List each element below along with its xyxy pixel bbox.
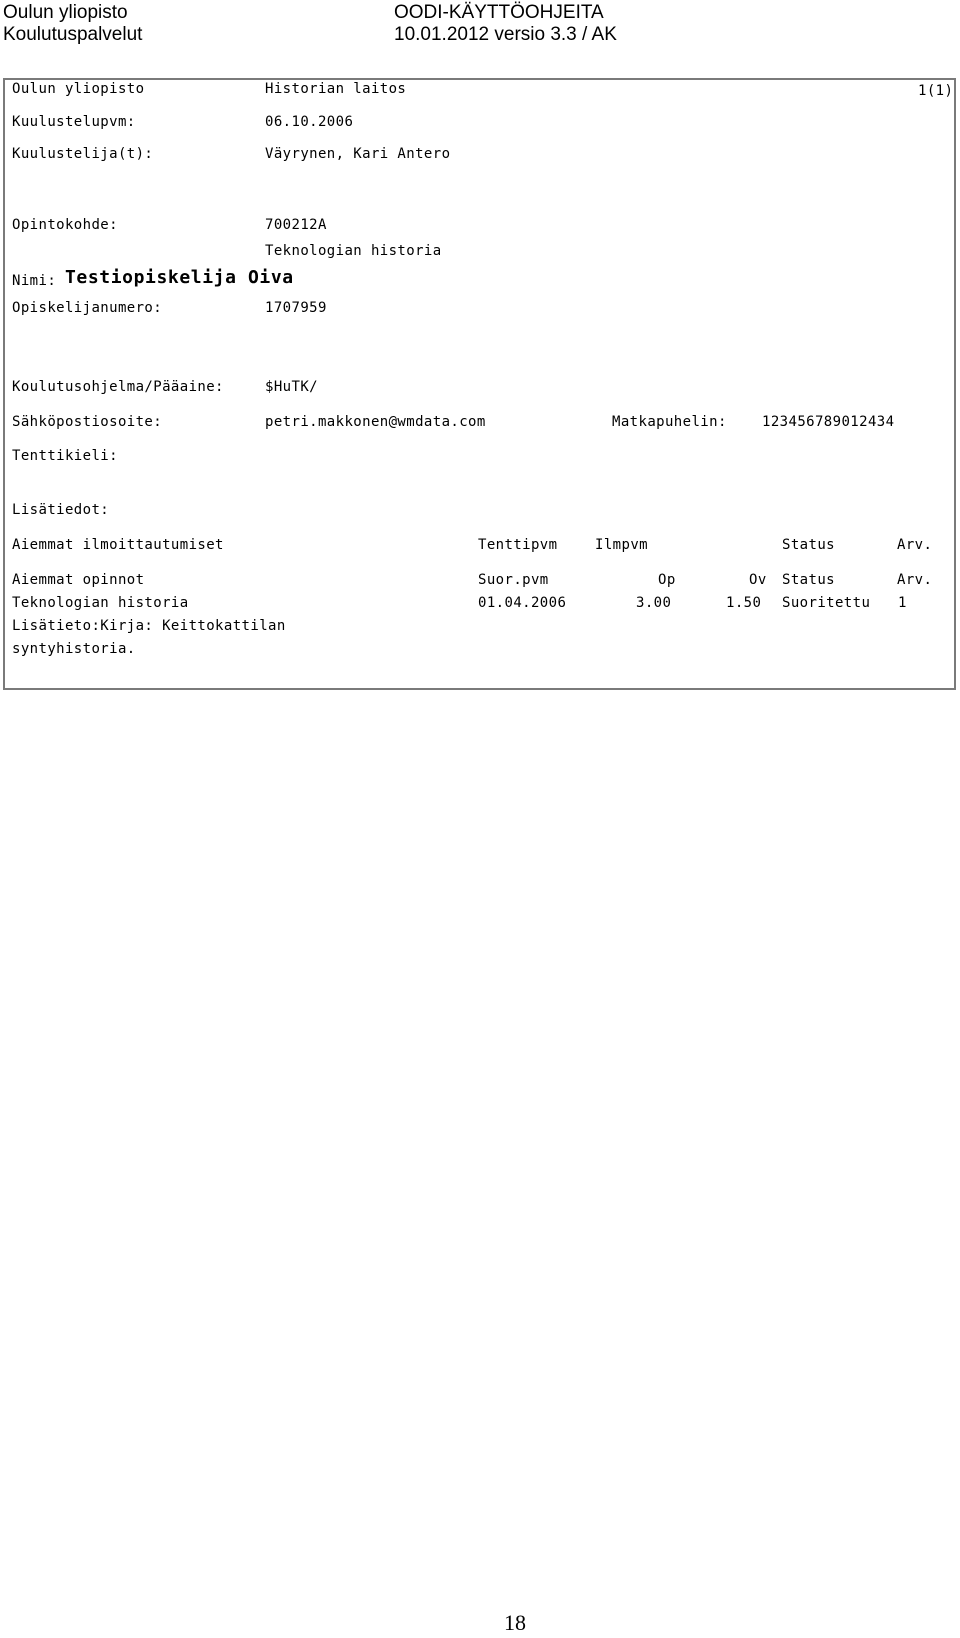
exam-report-screenshot	[3, 78, 956, 690]
extra-info-label: Lisätiedot:	[12, 502, 110, 518]
report-page-count: 1(1)	[918, 83, 954, 99]
exam-language-label: Tenttikieli:	[12, 448, 118, 464]
report-department: Historian laitos	[265, 81, 407, 97]
header-right-title: OODI-KÄYTTÖOHJEITA	[394, 2, 604, 23]
previous-registrations-col-status: Status	[782, 537, 835, 553]
study-row-op: 3.00	[636, 595, 672, 611]
study-row-date: 01.04.2006	[478, 595, 567, 611]
mobile-value: 123456789012434	[762, 414, 895, 430]
student-name-label: Nimi:	[12, 273, 57, 289]
exam-date-value: 06.10.2006	[265, 114, 354, 130]
study-row-grade: 1	[898, 595, 907, 611]
study-note-line2: syntyhistoria.	[12, 641, 136, 657]
programme-label: Koulutusohjelma/Pääaine:	[12, 379, 224, 395]
study-row-name: Teknologian historia	[12, 595, 189, 611]
report-university: Oulun yliopisto	[12, 81, 145, 97]
previous-registrations-col-grade: Arv.	[897, 537, 933, 553]
study-row-status: Suoritettu	[782, 595, 871, 611]
student-number: 1707959	[265, 300, 327, 316]
previous-studies-col-ov: Ov	[749, 572, 767, 588]
previous-registrations-col-registration-date: Ilmpvm	[595, 537, 648, 553]
previous-studies-col-op: Op	[658, 572, 676, 588]
study-row-ov: 1.50	[726, 595, 762, 611]
previous-studies-title: Aiemmat opinnot	[12, 572, 145, 588]
header-left-unit: Koulutuspalvelut	[3, 24, 143, 45]
header-right-version: 10.01.2012 versio 3.3 / AK	[394, 24, 617, 45]
examiner-label: Kuulustelija(t):	[12, 146, 154, 162]
previous-registrations-col-exam-date: Tenttipvm	[478, 537, 558, 553]
student-name: Testiopiskelija Oiva	[65, 267, 294, 288]
previous-studies-col-completion-date: Suor.pvm	[478, 572, 549, 588]
course-label: Opintokohde:	[12, 217, 118, 233]
exam-date-label: Kuulustelupvm:	[12, 114, 136, 130]
programme-value: $HuTK/	[265, 379, 318, 395]
mobile-label: Matkapuhelin:	[612, 414, 727, 430]
previous-studies-col-status: Status	[782, 572, 835, 588]
study-note-line1: Lisätieto:Kirja: Keittokattilan	[12, 618, 286, 634]
header-left-organization: Oulun yliopisto	[3, 2, 128, 23]
course-name: Teknologian historia	[265, 243, 442, 259]
email-value: petri.makkonen@wmdata.com	[265, 414, 486, 430]
examiner-value: Väyrynen, Kari Antero	[265, 146, 451, 162]
course-code: 700212A	[265, 217, 327, 233]
previous-registrations-title: Aiemmat ilmoittautumiset	[12, 537, 224, 553]
email-label: Sähköpostiosoite:	[12, 414, 163, 430]
student-number-label: Opiskelijanumero:	[12, 300, 163, 316]
page-number: 18	[504, 1610, 526, 1635]
previous-studies-col-grade: Arv.	[897, 572, 933, 588]
